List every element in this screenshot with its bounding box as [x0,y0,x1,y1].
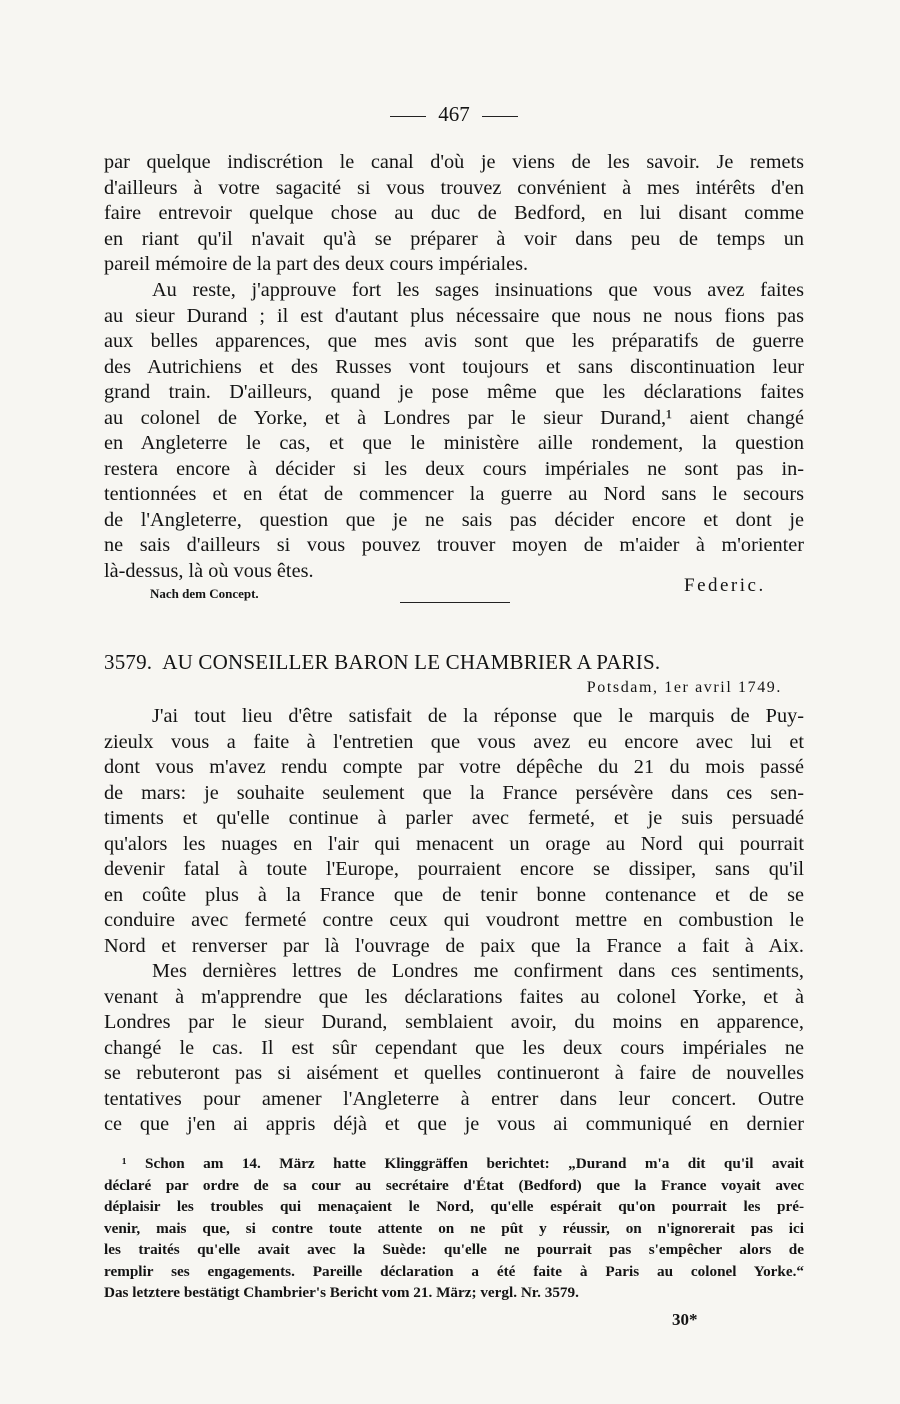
text-line: venant à m'apprendre que les déclarations faites au colonel Yorke, et à [104,985,804,1008]
text-line: Au reste, j'approuve fort les sages insinuations que vous avez faites [152,279,804,301]
text-line: en riant qu'il n'avait qu'à se préparer à voir dans peu de temps un [104,227,804,250]
text-line: d'ailleurs à votre sagacité si vous trouvez convénient à mes intérêts d'en [104,176,804,199]
footnote-line: venir, mais que, si contre toute attente on ne pût y réussir, on n'ignorerait pas ici [104,1219,804,1237]
text-line: par quelque indiscrétion le canal d'où je viens de les savoir. Je remets [104,151,804,173]
text-line: aux belles apparences, que mes avis sont que les préparatifs de guerre [104,330,804,352]
text-line: se rebuteront pas si aisément et quelles continueront à faire de nouvelles [104,1062,804,1084]
text-line: J'ai tout lieu d'être satisfait de la réponse que le marquis de Puy- [152,705,804,727]
text-line: Londres par le sieur Durand, semblaient avoir, du moins en apparence, [104,1011,804,1033]
text-line: des Autrichiens et des Russes vont toujours et sans discontinuation leur [104,355,804,378]
page-number-dash-left [390,116,426,117]
page-number-dash-right [482,116,518,117]
letter-place: Potsdam, [586,679,659,696]
text-line: là-dessus, là où vous êtes. [104,559,314,582]
text-line: grand train. D'ailleurs, quand je pose même que les déclarations faites [104,381,804,403]
text-line: dont vous m'avez rendu compte par votre dépêche du 21 du mois passé [104,756,804,778]
text-line: devenir fatal à toute l'Europe, pourraient encore se dissiper, sans qu'il [104,858,804,880]
footnote-line: ¹ Schon am 14. März hatte Klinggräffen berichtet: „Durand m'a dit qu'il avait [122,1155,804,1172]
text-line: Mes dernières lettres de Londres me confirment dans ces sentiments, [152,960,804,982]
text-line: qu'alors les nuages en l'air qui menacent un orage au Nord qui pourrait [104,832,804,855]
text-line: au sieur Durand ; il est d'autant plus nécessaire que nous ne nous fions pas [104,304,804,327]
footnote-line: déclaré par ordre de sa cour au secrétaire d'État (Bedford) que la France voyait avec [104,1176,804,1194]
letter-title: AU CONSEILLER BARON LE CHAMBRIER A PARIS. [162,650,661,674]
footnote-line: déplaisir les troubles qui menaçaient le Nord, qu'elle espérait qu'on pourrait les pré- [104,1198,804,1215]
text-line: pareil mémoire de la part des deux cours impériales. [104,253,529,275]
footnote-line: Das letztere bestätigt Chambrier's Bericht vom 21. März; vergl. Nr. 3579. [104,1284,579,1301]
source-note: Nach dem Concept. [150,586,259,601]
signature: Federic. [684,575,766,596]
text-line: zieulx vous a faite à l'entretien que vous avez eu encore avec lui et [104,730,804,753]
page-number: 467 [104,102,804,127]
text-line: en Angleterre le cas, et que le ministère aille rondement, la question [104,432,804,454]
text-line: tentatives pour amener l'Angleterre à entrer dans leur concert. Outre [104,1087,804,1110]
text-line: tentionnées et en état de commencer la guerre au Nord sans le secours [104,483,804,505]
text-line: en coûte plus à la France que de tenir bonne contenance et de se [104,883,804,906]
letter-place-date [587,679,782,697]
footnote-line: remplir ses engagements. Pareille déclaration a été faite à Paris au colonel Yorke.“ [104,1262,804,1280]
text-line: timents et qu'elle continue à parler avec fermeté, et je suis persuadé [104,807,804,829]
section-rule [400,602,510,603]
text-line: au colonel de Yorke, et à Londres par le sieur Durand,¹ aient changé [104,406,804,429]
text-line: conduire avec fermeté contre ceux qui voudront mettre en combustion le [104,909,804,931]
text-line: ne sais d'ailleurs si vous pouvez trouver moyen de m'aider à m'orienter [104,534,804,556]
text-line: de l'Angleterre, question que je ne sais pas décider encore et dont je [104,508,804,531]
letter-number: 3579. [104,650,153,674]
footnote-line: les traités qu'elle avait avec la Suède: qu'elle ne pourrait pas s'empêcher alors de [104,1241,804,1258]
text-line: Nord et renverser par là l'ouvrage de paix que la France a fait à Aix. [104,934,804,957]
text-line: changé le cas. Il est sûr cependant que les deux cours impériales ne [104,1036,804,1059]
letter-heading [104,650,804,675]
text-line: ce que j'en ai appris déjà et que je vous ai communiqué en dernier [104,1113,804,1135]
text-line: de mars: je souhaite seulement que la France persévère dans ces sen- [104,781,804,804]
signature-mark: 30* [672,1310,698,1329]
letter-date: 1er avril 1749. [664,679,782,696]
text-line: faire entrevoir quelque chose au duc de Bedford, en lui disant comme [104,202,804,224]
text-line: restera encore à décider si les deux cours impériales ne sont pas in- [104,457,804,480]
